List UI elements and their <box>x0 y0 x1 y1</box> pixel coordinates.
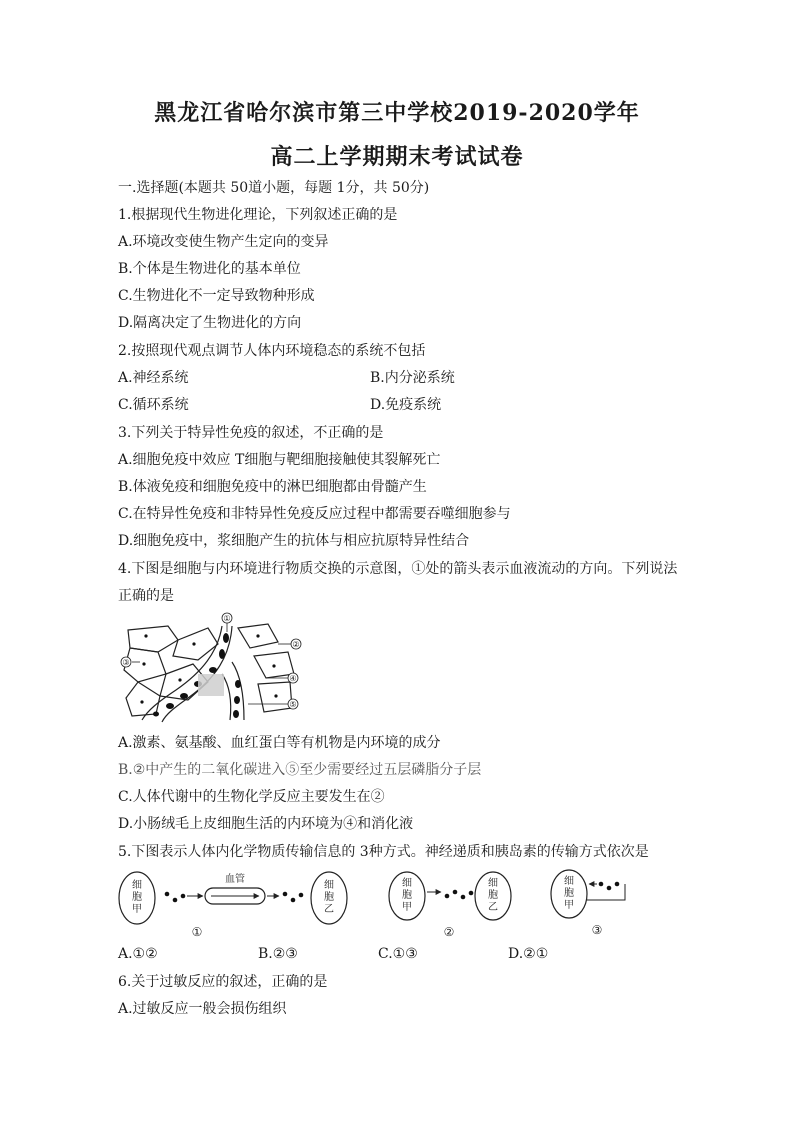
q5-fig-label-3: ③ <box>591 923 603 937</box>
q2-option-a: A.神经系统 <box>118 370 189 386</box>
q5-fig-3 <box>551 870 625 937</box>
exam-title-line2: 高二上学期期末考试试卷 <box>270 144 524 170</box>
q4-label-1: ① <box>223 614 231 623</box>
q5-option-c: C.①③ <box>378 946 418 962</box>
svg-text:甲: 甲 <box>132 904 142 915</box>
q4-label-3: ③ <box>122 658 130 667</box>
q1-option-b: B.个体是生物进化的基本单位 <box>118 261 301 277</box>
svg-text:细: 细 <box>324 880 334 891</box>
q2-option-d: D.免疫系统 <box>370 397 442 413</box>
q3-option-a: A.细胞免疫中效应 T细胞与靶细胞接触使其裂解死亡 <box>118 452 441 468</box>
fig1-cell-jia-1: 细 <box>132 880 142 891</box>
q2-option-c: C.循环系统 <box>118 397 189 413</box>
q1-option-a: A.环境改变使生物产生定向的变异 <box>118 234 329 250</box>
q3-option-b: B.体液免疫和细胞免疫中的淋巴细胞都由骨髓产生 <box>118 479 427 495</box>
q6-stem: 6.关于过敏反应的叙述，正确的是 <box>118 974 328 990</box>
q4-stem-line1: 4.下图是细胞与内环境进行物质交换的示意图，①处的箭头表示血液流动的方向。下列说法 <box>118 561 678 577</box>
q4-option-a: A.激素、氨基酸、血红蛋白等有机物是内环境的成分 <box>118 735 441 751</box>
q4-label-4: ④ <box>289 674 297 683</box>
q5-diagram <box>115 866 645 940</box>
q1-stem: 1.根据现代生物进化理论，下列叙述正确的是 <box>118 207 398 223</box>
q4-label-5: ⑤ <box>289 700 297 709</box>
q2-stem: 2.按照现代观点调节人体内环境稳态的系统不包括 <box>118 343 426 359</box>
q5-stem: 5.下图表示人体内化学物质传输信息的 3种方式。神经递质和胰岛素的传输方式依次是 <box>118 844 649 860</box>
q4-stem-line2: 正确的是 <box>118 588 174 604</box>
svg-text:乙: 乙 <box>324 904 334 915</box>
svg-text:乙: 乙 <box>488 902 498 913</box>
svg-text:细: 细 <box>402 878 412 889</box>
q2-option-b: B.内分泌系统 <box>370 370 455 386</box>
q5-vessel-label: 血管 <box>225 874 245 885</box>
q4-diagram <box>118 612 318 726</box>
q3-option-c: C.在特异性免疫和非特异性免疫反应过程中都需要吞噬细胞参与 <box>118 506 511 522</box>
q5-fig-1 <box>119 872 347 939</box>
svg-text:胞: 胞 <box>402 890 412 901</box>
q5-fig-label-2: ② <box>443 925 455 939</box>
svg-text:胞: 胞 <box>564 888 574 899</box>
q5-fig-label-1: ① <box>191 925 203 939</box>
svg-text:细: 细 <box>488 878 498 889</box>
section-heading: 一.选择题(本题共 50道小题，每题 1分，共 50分) <box>118 180 430 196</box>
q1-option-d: D.隔离决定了生物进化的方向 <box>118 315 302 331</box>
svg-text:胞: 胞 <box>488 890 498 901</box>
svg-text:细: 细 <box>564 876 574 887</box>
q3-option-d: D.细胞免疫中，浆细胞产生的抗体与相应抗原特异性结合 <box>118 533 470 549</box>
q5-fig-2 <box>389 872 511 939</box>
svg-text:甲: 甲 <box>564 900 574 911</box>
q6-option-a: A.过敏反应一般会损伤组织 <box>118 1001 287 1017</box>
q4-option-b: B.②中产生的二氧化碳进入⑤至少需要经过五层磷脂分子层 <box>118 762 482 778</box>
svg-text:胞: 胞 <box>324 892 334 903</box>
q5-option-a: A.①② <box>118 946 158 962</box>
q4-label-2: ② <box>292 640 300 649</box>
q1-option-c: C.生物进化不一定导致物种形成 <box>118 288 315 304</box>
q3-stem: 3.下列关于特异性免疫的叙述，不正确的是 <box>118 425 384 441</box>
q5-option-b: B.②③ <box>258 946 298 962</box>
svg-text:胞: 胞 <box>132 892 142 903</box>
exam-title-line1: 黑龙江省哈尔滨市第三中学校2019-2020学年 <box>154 100 640 126</box>
svg-text:甲: 甲 <box>402 902 412 913</box>
q4-option-c: C.人体代谢中的生物化学反应主要发生在② <box>118 789 385 805</box>
q4-option-d: D.小肠绒毛上皮细胞生活的内环境为④和消化液 <box>118 816 414 832</box>
q5-option-d: D.②① <box>508 946 549 962</box>
